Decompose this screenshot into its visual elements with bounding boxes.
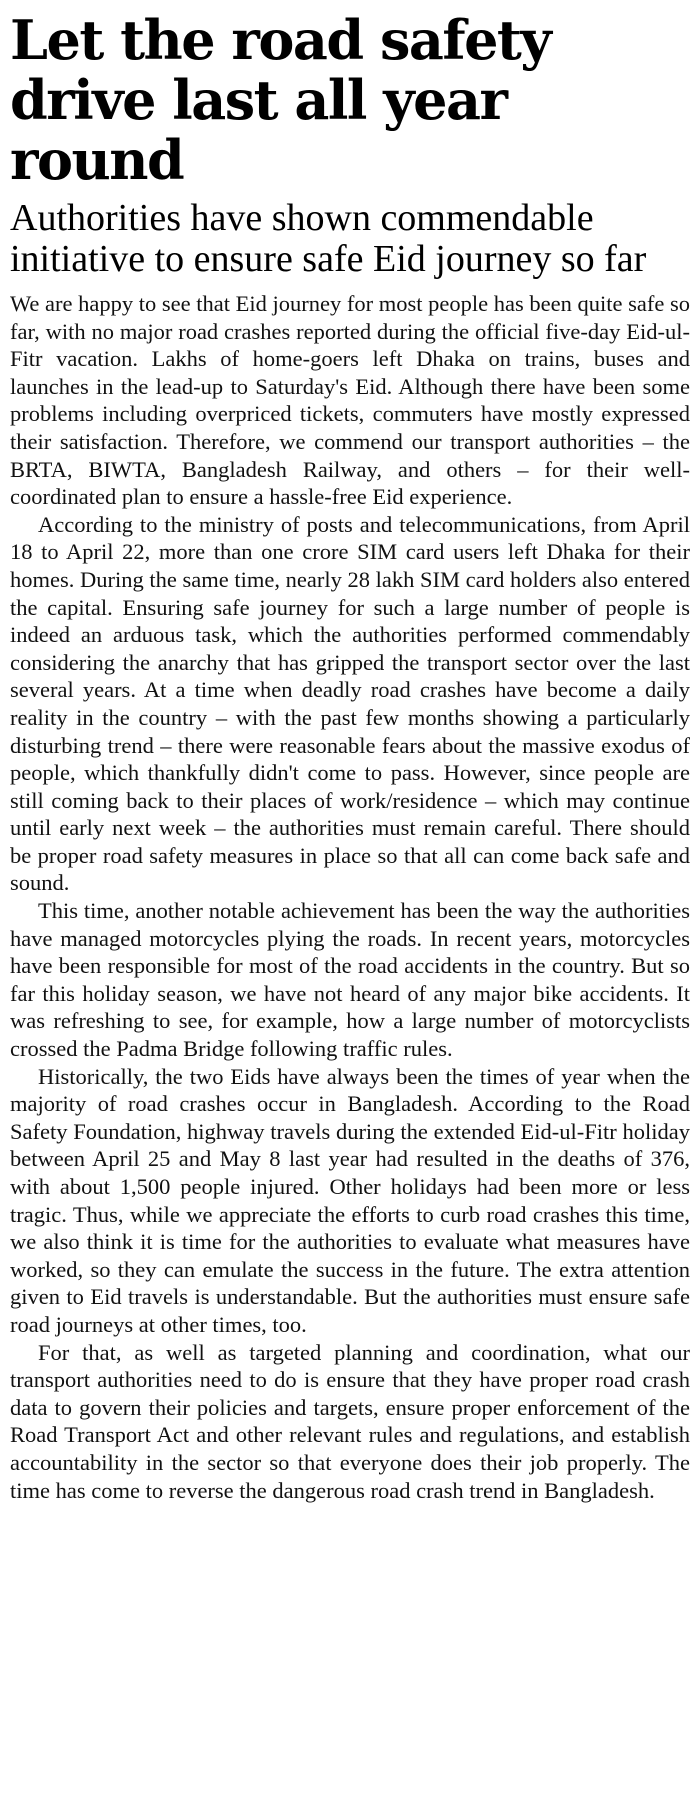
article-headline: Let the road safety drive last all year round xyxy=(10,8,551,192)
body-paragraph-5: For that, as well as targeted planning and coordination, what our transport authorities need to do is ensure that they have proper road crash data to govern their policies and targets, ensure proper enforcement of the Road Transport Act and other relevant rules and regulations, and establish accountability in the sector so that everyone does their job properly. The time has come to reverse the dangerous road crash trend in Bangladesh. xyxy=(10,1339,690,1503)
article xyxy=(10,10,690,1504)
body-paragraph-1: We are happy to see that Eid journey for most people has been quite safe so far, with no major road crashes reported during the official five-day Eid-ul-Fitr vacation. Lakhs of home-goers left Dhaka on trains, buses and launches in the lead-up to Saturday's Eid. Although there have been some problems including overpriced tickets, commuters have mostly expressed their satisfaction. Therefore, we commend our transport authorities – the BRTA, BIWTA, Bangladesh Railway, and others – for their well-coordinated plan to ensure a hassle-free Eid experience. xyxy=(10,291,690,510)
body-paragraph-3: This time, another notable achievement has been the way the authorities have managed motorcycles plying the roads. In recent years, motorcycles have been responsible for most of the road accidents in the country. But so far this holiday season, we have not heard of any major bike accidents. It was refreshing to see, for example, how a large number of motorcyclists crossed the Padma Bridge following traffic rules. xyxy=(10,898,690,1062)
body-paragraph-2: According to the ministry of posts and telecommunications, from April 18 to April 22, more than one crore SIM card users left Dhaka for their homes. During the same time, nearly 28 lakh SIM card holders also entered the capital. Ensuring safe journey for such a large number of people is indeed an arduous task, which the authorities performed commendably considering the anarchy that has gripped the transport sector over the last several years. At a time when deadly road crashes have become a daily reality in the country – with the past few months showing a particularly disturbing trend – there were reasonable fears about the massive exodus of people, which thankfully didn't come to pass. However, since people are still coming back to their places of work/residence – which may continue until early next week – the authorities must remain careful. There should be proper road safety measures in place so that all can come back safe and sound. xyxy=(10,511,690,896)
body-paragraph-4: Historically, the two Eids have always been the times of year when the majority of road crashes occur in Bangladesh. According to the Road Safety Foundation, highway travels during the extended Eid-ul-Fitr holiday between April 25 and May 8 last year had resulted in the deaths of 376, with about 1,500 people injured. Other holidays had been more or less tragic. Thus, while we appreciate the efforts to curb road crashes this time, we also think it is time for the authorities to evaluate what measures have worked, so they can emulate the success in the future. The extra attention given to Eid travels is understandable. But the authorities must ensure safe road journeys at other times, too. xyxy=(10,1063,690,1337)
article-body xyxy=(10,290,690,1504)
article-subheadline: Authorities have shown commendable initiative to ensure safe Eid journey so far xyxy=(10,197,647,280)
